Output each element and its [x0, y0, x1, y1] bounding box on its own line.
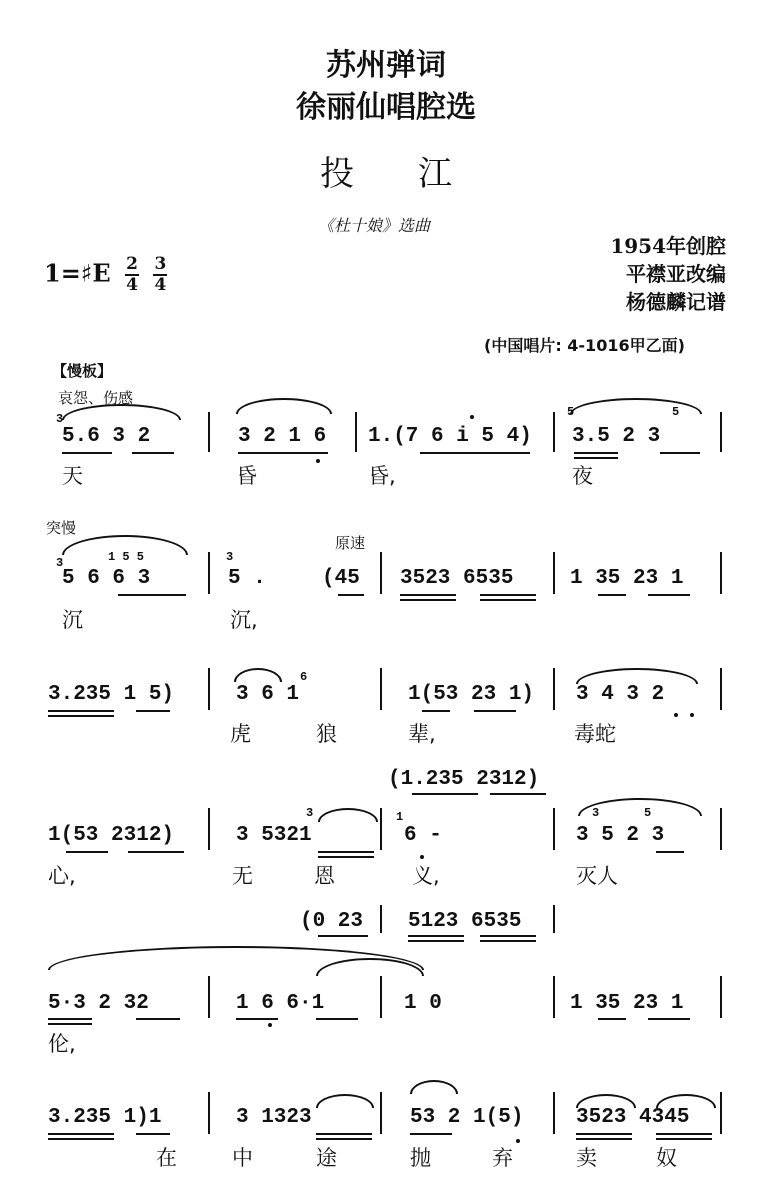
- lyric: 虎: [230, 722, 251, 746]
- measure-notes: 53 2 1(5): [410, 1106, 524, 1129]
- lyric: 伦,: [48, 1032, 76, 1056]
- measure-notes: 1 0: [404, 992, 442, 1015]
- tempo-mark: 【慢板】: [52, 362, 113, 380]
- credit-line: 平襟亚改编: [626, 262, 726, 286]
- credit-line: 1954年创腔: [610, 234, 726, 258]
- measure-notes: 3.235 1)1: [48, 1106, 162, 1129]
- measure-notes: 1.(7 6 i 5 4): [368, 425, 532, 448]
- lyric: 昏,: [368, 464, 396, 488]
- meter-denominator: 4: [154, 275, 167, 295]
- lyric: 在: [156, 1146, 177, 1170]
- measure-notes: 5 6 6 3: [62, 567, 151, 590]
- key-label: 1=♯E: [44, 258, 111, 288]
- lyric: 灭人: [576, 864, 618, 888]
- lyric: 辈,: [408, 722, 436, 746]
- meter-denominator: 4: [126, 275, 138, 295]
- credits: [610, 232, 726, 316]
- measure-notes: 3 4 3 2: [576, 683, 665, 706]
- tempo-resume-mark: 原速: [335, 534, 366, 552]
- meter-numerator: 3: [154, 254, 167, 274]
- accompaniment-notes: (0 23: [300, 910, 364, 933]
- measure-notes: 1 35 23 1: [570, 567, 684, 590]
- lyric: 心,: [48, 864, 76, 888]
- measure-notes: 3 2 1 6: [238, 425, 327, 448]
- measure-notes: 3523 6535: [400, 567, 514, 590]
- measure-notes: 5·3 2 32: [48, 992, 149, 1015]
- measure-notes: 3523 4345: [576, 1106, 690, 1129]
- measure-notes: (45: [322, 567, 360, 590]
- collection-subtitle: 徐丽仙唱腔选: [296, 90, 476, 125]
- time-signature-2-4: [125, 256, 139, 294]
- lyric: 弃: [492, 1146, 513, 1170]
- lyric: 途: [316, 1146, 337, 1170]
- accompaniment-notes: (1.235 2312): [388, 768, 540, 791]
- lyric: 沉,: [230, 608, 258, 632]
- expression-mark: 哀怨、伤感: [58, 389, 134, 407]
- lyric: 沉: [62, 608, 83, 632]
- lyric: 狼: [316, 722, 337, 746]
- measure-notes: 1(53 2312): [48, 824, 175, 847]
- measure-notes: 5.6 3 2: [62, 425, 151, 448]
- measure-notes: 1 6 6·1: [236, 992, 325, 1015]
- lyric: 昏: [236, 464, 257, 488]
- measure-notes: 3 1323: [236, 1106, 312, 1129]
- lyric: 夜: [572, 464, 593, 488]
- record-number: (中国唱片: 4-1016甲乙面): [484, 336, 685, 355]
- lyric: 毒蛇: [574, 722, 616, 746]
- measure-notes: 5 .: [228, 567, 266, 590]
- measure-notes: 6 -: [404, 824, 442, 847]
- measure-notes: 1(53 23 1): [408, 683, 535, 706]
- time-signature-3-4: [153, 256, 167, 294]
- measure-notes: 3.5 2 3: [572, 425, 661, 448]
- lyric: 天: [62, 464, 83, 488]
- source-label: 《杜十娘》选曲: [318, 216, 431, 235]
- collection-title: 苏州弹词: [326, 48, 446, 83]
- accompaniment-notes: 5123 6535: [408, 910, 522, 933]
- lyric: 奴: [656, 1146, 677, 1170]
- lyric: 无: [232, 864, 253, 888]
- measure-notes: 3.235 1 5): [48, 683, 175, 706]
- expression-mark: 突慢: [46, 519, 77, 537]
- lyric: 卖: [576, 1146, 597, 1170]
- credit-line: 杨德麟记谱: [626, 290, 726, 314]
- measure-notes: 1 35 23 1: [570, 992, 684, 1015]
- key-signature: [44, 256, 167, 294]
- measure-notes: 3 5 2 3: [576, 824, 665, 847]
- lyric: 中: [232, 1146, 253, 1170]
- lyric: 义,: [412, 864, 440, 888]
- lyric: 恩: [314, 864, 335, 888]
- measure-notes: 3 6 1: [236, 683, 300, 706]
- meter-numerator: 2: [126, 254, 138, 274]
- measure-notes: 3 5321: [236, 824, 312, 847]
- lyric: 抛: [410, 1146, 431, 1170]
- piece-title: 投江: [320, 154, 516, 194]
